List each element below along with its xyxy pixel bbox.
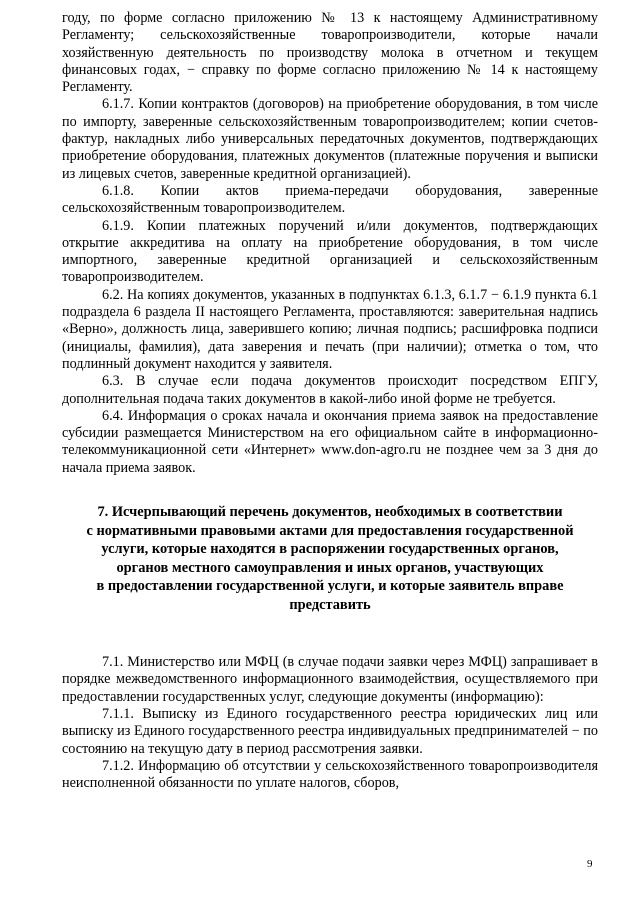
paragraph-7-1: 7.1. Министерство или МФЦ (в случае подачи заявки через МФЦ) запрашивает в порядке межведомственного информационного взаимодействия, осуществляемого при предоставлении государственных услуг, следующие документы (информацию): [62, 654, 598, 705]
heading-line: органов местного самоуправления и иных органов, участвующих [116, 559, 544, 576]
heading-line: услуги, которые находятся в распоряжении государственных органов, [101, 541, 559, 558]
paragraph-6-3: 6.3. В случае если подача документов происходит посредством ЕПГУ, дополнительная подача таких документов в какой-либо иной форме не требуется. [62, 373, 598, 407]
heading-line: представить [289, 596, 371, 613]
paragraph-6-1-9: 6.1.9. Копии платежных поручений и/или документов, подтверждающих открытие аккредитива на оплату на приобретение оборудования, в том числе импортного, заверенные кредитной организацией и сельскохозяйственным товаропроизводителем. [62, 217, 598, 286]
paragraph-6-1-7: 6.1.7. Копии контрактов (договоров) на приобретение оборудования, в том числе по импорту, заверенные сельскохозяйственным товаропроизводителем; копии счетов-фактур, накладных либо универсальных передаточных документов, подтверждающих приобретение оборудования, платежных документов (платежные поручения и выписки из лицевых счетов, заверенные кредитной организацией). [62, 96, 598, 182]
paragraph-continued: году, по форме согласно приложению № 13 к настоящему Административному Регламенту; сельскохозяйственные товаропроизводители, которые начали хозяйственную деятельность по производству молока в отчетном и текущем финансовых годах, − справку по форме согласно приложению № 14 к настоящему Регламенту. [62, 10, 598, 96]
paragraph-7-1-1: 7.1.1. Выписку из Единого государственного реестра юридических лиц или выписку из Единого государственного реестра индивидуальных предпринимателей − по состоянию на текущую дату в период рассмотрения заявки. [62, 705, 598, 757]
heading-line: в предоставлении государственной услуги, и которые заявитель вправе [96, 578, 564, 595]
paragraph-6-1-8: 6.1.8. Копии актов приема-передачи оборудования, заверенные сельскохозяйственным товаропроизводителем. [62, 182, 598, 217]
paragraph-6-2: 6.2. На копиях документов, указанных в подпунктах 6.1.3, 6.1.7 − 6.1.9 пункта 6.1 подраздела 6 раздела II настоящего Регламента, проставляются: заверительная надпись «Верно», должность лица, заверившего копию; личная подпись; расшифровка подписи (инициалы, фамилия), дата заверения и печать (при наличии); отметка о том, что подлинный документ находится у заявителя. [62, 286, 598, 372]
heading-line: с нормативными правовыми актами для предоставления государственной [86, 522, 574, 539]
paragraph-7-1-2: 7.1.2. Информацию об отсутствии у сельскохозяйственного товаропроизводителя неисполненной обязанности по уплате налогов, сборов, [62, 757, 598, 792]
page-number: 9 [587, 858, 593, 870]
section-7-heading [62, 503, 598, 614]
paragraph-6-4: 6.4. Информация о сроках начала и окончания приема заявок на предоставление субсидии размещается Министерством на его официальном сайте в информационно-телекоммуникационной сети «Интернет» www.don-agro.ru не позднее чем за 3 дня до начала приема заявок. [62, 407, 598, 476]
heading-line: 7. Исчерпывающий перечень документов, необходимых в соответствии [97, 504, 563, 521]
document-page [62, 10, 598, 792]
